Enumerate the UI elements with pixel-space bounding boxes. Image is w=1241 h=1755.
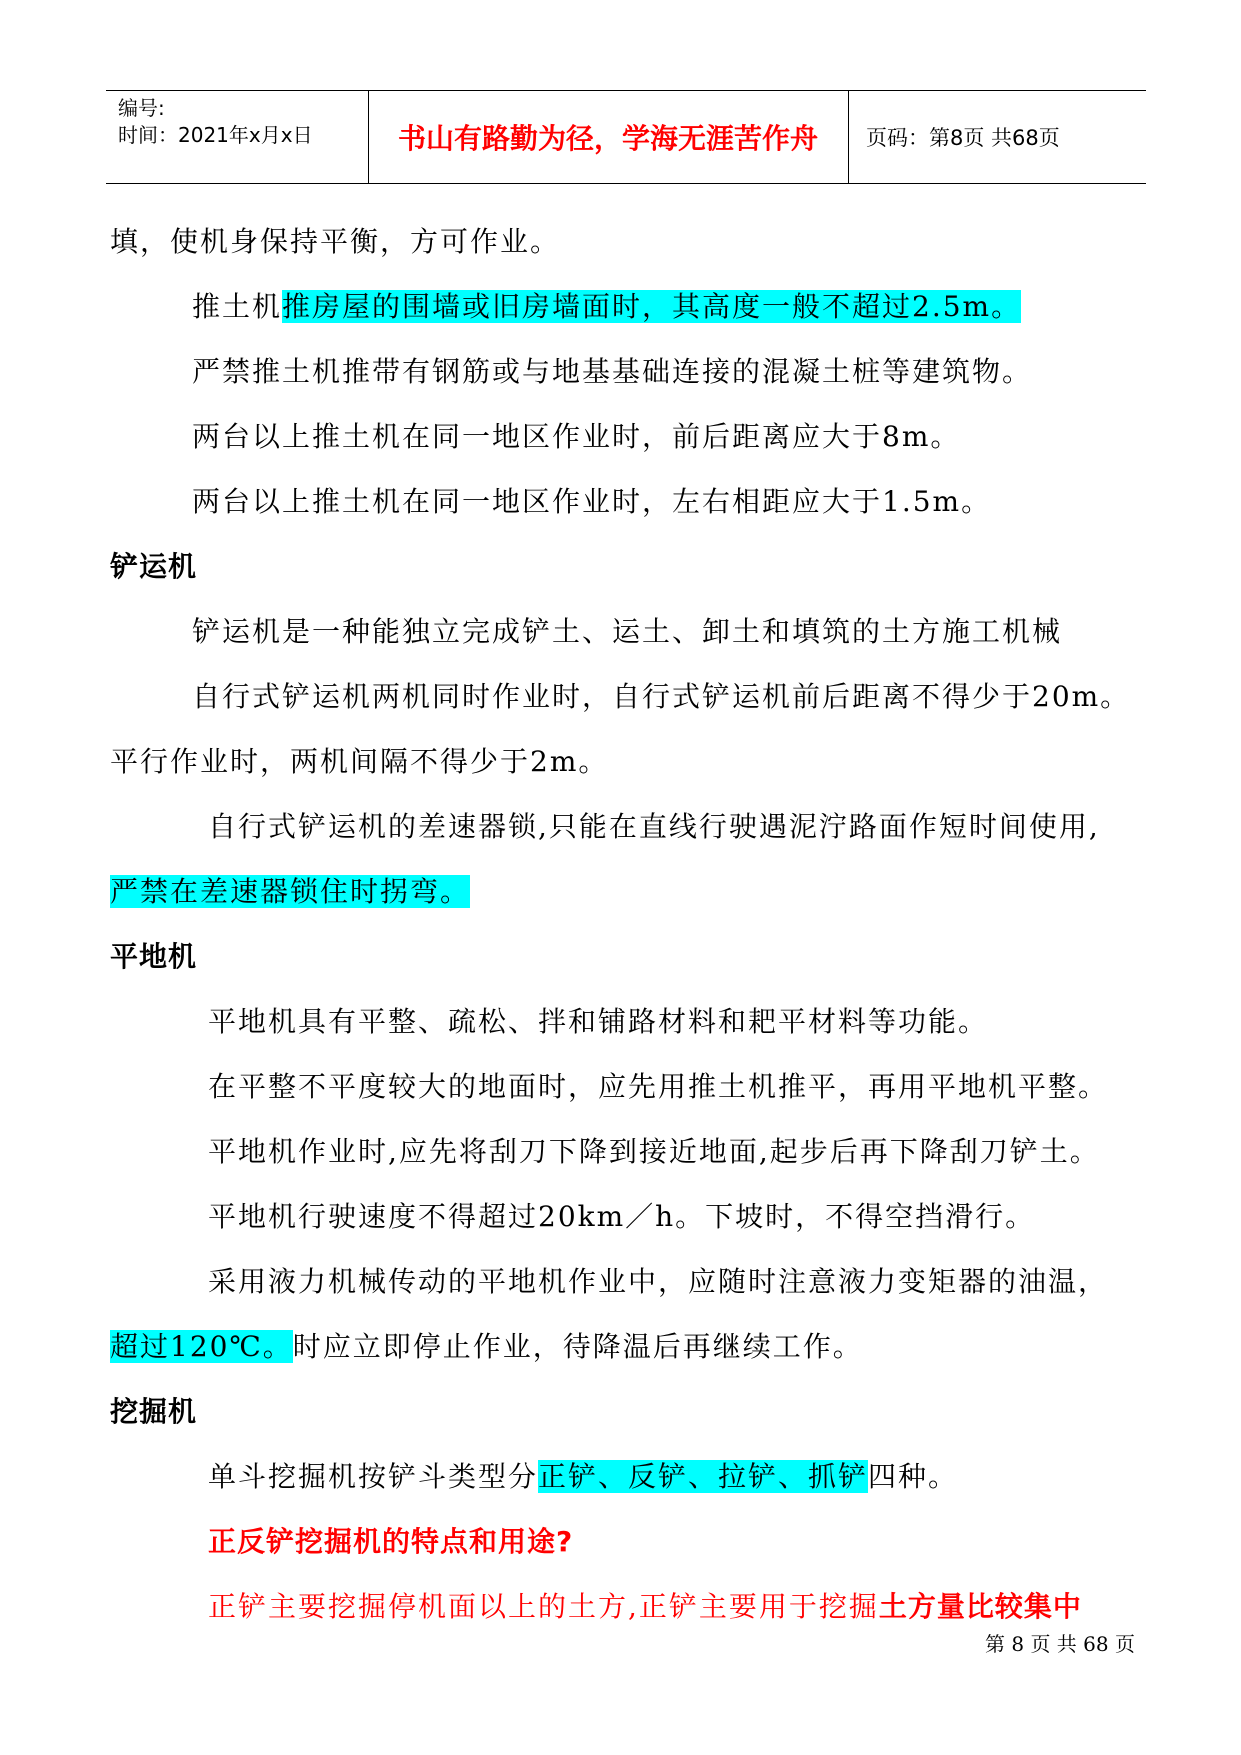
header-meta (118, 95, 313, 149)
text-segment: 推土机 (192, 290, 283, 323)
body-line: 两台以上推土机在同一地区作业时，左右相距应大于1.5m。 (192, 485, 992, 518)
header-divider (848, 91, 849, 183)
bold-red-text: 土方量比较集中 (878, 1590, 1082, 1623)
body-line: 自行式铲运机两机同时作业时，自行式铲运机前后距离不得少于20m。 (192, 680, 1131, 713)
page-footer: 第 8 页 共 68 页 (985, 1632, 1135, 1656)
body-line: 两台以上推土机在同一地区作业时，前后距离应大于8m。 (192, 420, 961, 453)
text-segment: 四种。 (868, 1460, 959, 1493)
body-line: 平地机具有平整、疏松、拌和铺路材料和耙平材料等功能。 (208, 1005, 989, 1038)
header-page-info: 页码：第8页 共68页 (866, 126, 1060, 150)
text-segment: 时应立即停止作业，待降温后再继续工作。 (292, 1330, 863, 1363)
body-line: 在平整不平度较大的地面时，应先用推土机推平，再用平地机平整。 (208, 1070, 1109, 1103)
body-line (110, 872, 470, 912)
body-line: 平行作业时，两机间隔不得少于2m。 (110, 745, 609, 778)
body-line: 采用液力机械传动的平地机作业中，应随时注意液力变矩器的油温， (208, 1265, 1109, 1298)
body-line: 铲运机是一种能独立完成铲土、运土、卸土和填筑的土方施工机械 (192, 615, 1063, 648)
page-header (106, 90, 1146, 184)
body-line: 严禁推土机推带有钢筋或与地基基础连接的混凝土桩等建筑物。 (192, 355, 1033, 388)
body-line (110, 1327, 863, 1367)
text-segment: 单斗挖掘机按铲斗类型分 (208, 1460, 539, 1493)
body-line (208, 1587, 1082, 1627)
number-label: 编号: (118, 96, 165, 120)
time-label: 时间：2021年x月x日 (118, 123, 313, 147)
highlighted-text: 正铲、反铲、拉铲、抓铲 (538, 1460, 869, 1493)
body-line: 填，使机身保持平衡，方可作业。 (110, 225, 561, 258)
question-heading: 正反铲挖掘机的特点和用途? (208, 1525, 574, 1558)
body-line: 平地机作业时,应先将刮刀下降到接近地面,起步后再下降刮刀铲土。 (208, 1135, 1100, 1168)
header-motto: 书山有路勤为径，学海无涯苦作舟 (397, 122, 818, 155)
highlighted-text: 推房屋的围墙或旧房墙面时，其高度一般不超过2.5m。 (282, 290, 1022, 323)
body-line (208, 1457, 958, 1497)
section-heading: 铲运机 (110, 550, 198, 583)
highlighted-text: 严禁在差速器锁住时拐弯。 (110, 875, 471, 908)
text-segment: 正铲主要挖掘停机面以上的土方,正铲主要用于挖掘 (208, 1590, 879, 1623)
highlighted-text: 超过120℃。 (110, 1330, 293, 1363)
body-line: 平地机行驶速度不得超过20km／h。下坡时，不得空挡滑行。 (208, 1200, 1036, 1233)
section-heading: 挖掘机 (110, 1395, 198, 1428)
body-line: 自行式铲运机的差速器锁,只能在直线行驶遇泥泞路面作短时间使用, (208, 810, 1100, 843)
section-heading: 平地机 (110, 940, 198, 973)
body-line (192, 287, 1021, 327)
